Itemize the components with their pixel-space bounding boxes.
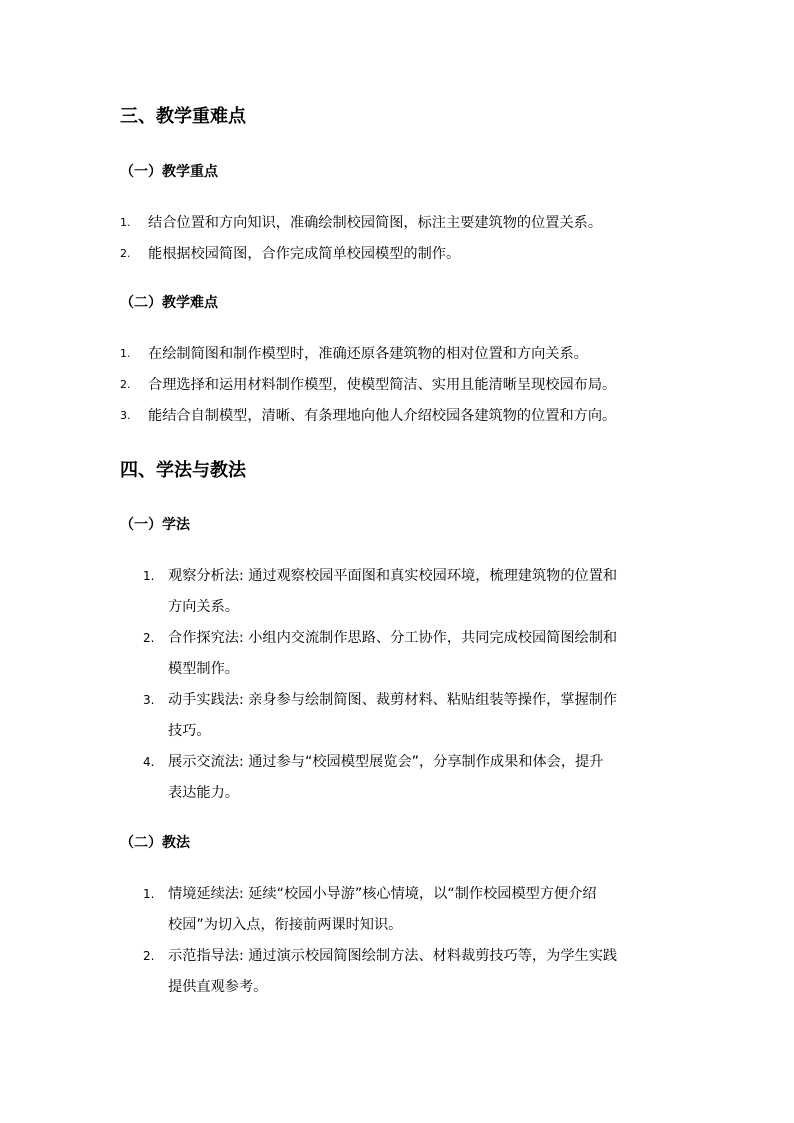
list-number: 2.	[143, 631, 155, 645]
list-text-line: 表达能力。	[168, 785, 239, 801]
list-number: 3.	[120, 409, 131, 422]
list-text-line: 展示交流法: 通过参与“校园模型展览会”，分享制作成果和体会，提升	[168, 754, 604, 770]
subsection-heading: （二）教学难点	[120, 295, 218, 311]
list-text: 结合位置和方向知识，准确绘制校园简图，标注主要建筑物的位置关系。	[148, 215, 603, 231]
subsection-heading: （一）学法	[120, 517, 190, 533]
section-heading: 四、学法与教法	[120, 460, 246, 481]
list-text-line: 提供直观参考。	[168, 979, 268, 995]
list-text-line: 合作探究法: 小组内交流制作思路、分工协作，共同完成校园简图绘制和	[168, 630, 618, 646]
list-text: 在绘制简图和制作模型时，准确还原各建筑物的相对位置和方向关系。	[148, 346, 588, 362]
list-number: 2.	[143, 949, 155, 963]
list-number: 1.	[120, 347, 131, 360]
subsection-heading: （二）教法	[120, 835, 190, 851]
list-number: 1.	[143, 569, 155, 583]
list-number: 1.	[143, 887, 155, 901]
subsection-heading: （一）教学重点	[120, 164, 218, 180]
list-text-line: 情境延续法: 延续“校园小导游”核心情境，以“制作校园模型方便介绍	[168, 886, 597, 902]
list-number: 3.	[143, 693, 155, 707]
list-number: 1.	[120, 216, 131, 229]
list-text-line: 模型制作。	[168, 661, 239, 677]
list-text-line: 示范指导法: 通过演示校园简图绘制方法、材料裁剪技巧等，为学生实践	[168, 948, 618, 964]
list-text-line: 技巧。	[168, 723, 211, 739]
list-text: 能结合自制模型，清晰、有条理地向他人介绍校园各建筑物的位置和方向。	[148, 408, 617, 424]
list-number: 4.	[143, 755, 155, 769]
section-heading: 三、教学重难点	[120, 106, 246, 127]
list-number: 2.	[120, 378, 131, 391]
list-text: 能根据校园简图，合作完成简单校园模型的制作。	[148, 246, 461, 262]
list-text-line: 校园”为切入点，衔接前两课时知识。	[168, 917, 403, 933]
list-text-line: 动手实践法: 亲身参与绘制简图、裁剪材料、粘贴组装等操作，掌握制作	[168, 692, 618, 708]
list-text-line: 观察分析法: 通过观察校园平面图和真实校园环境，梳理建筑物的位置和	[168, 568, 618, 584]
list-number: 2.	[120, 247, 131, 260]
list-text-line: 方向关系。	[168, 599, 239, 615]
list-text: 合理选择和运用材料制作模型，使模型简洁、实用且能清晰呈现校园布局。	[148, 377, 617, 393]
